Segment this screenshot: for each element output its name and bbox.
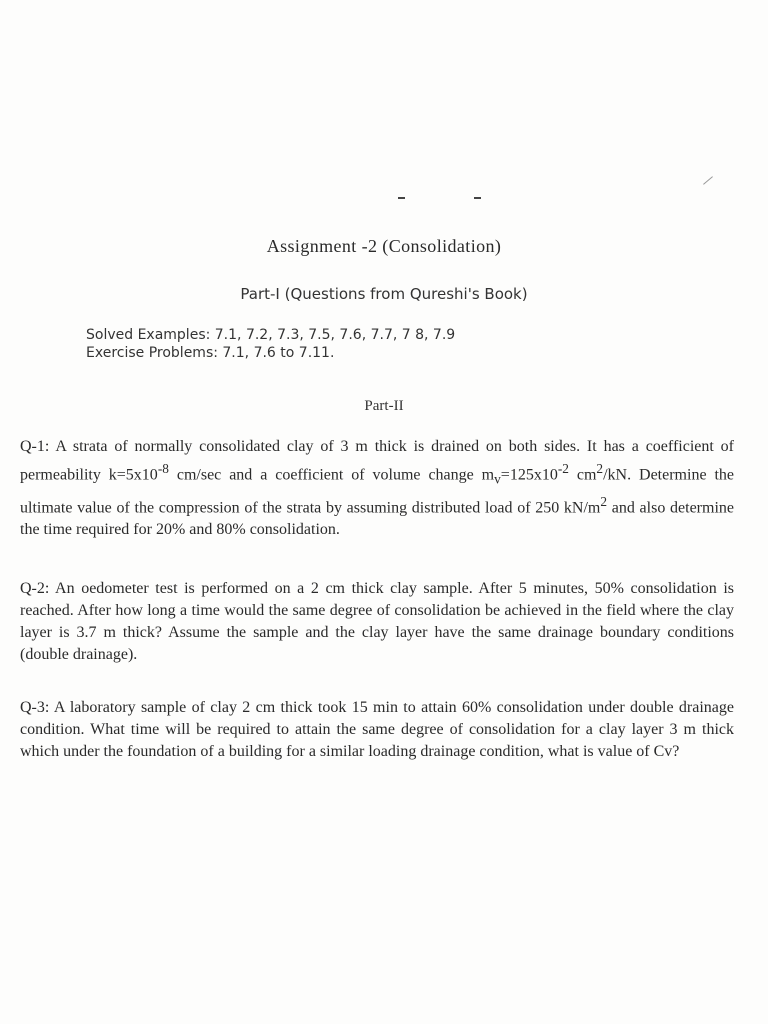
stray-marks <box>398 193 488 203</box>
exponent: 2 <box>600 493 608 509</box>
pen-tick-mark <box>703 176 713 184</box>
question-1 <box>20 436 734 541</box>
solved-examples-line: Solved Examples: 7.1, 7.2, 7.3, 7.5, 7.6, 7.7, 7 8, 7.9 <box>86 327 456 343</box>
exercise-problems-line: Exercise Problems: 7.1, 7.6 to 7.11. <box>86 345 335 361</box>
question-text: =125x10 <box>500 466 558 484</box>
question-text: An oedometer test is performed on a 2 cm thick clay sample. After 5 minutes, 50% consolidation is reached. After how long a time would the same degree of consolidation be achieved in the field where the clay layer is 3.7 m thick? Assume the sample and the clay layer have the same drainage boundary conditions (double drainage). <box>20 580 734 663</box>
exponent: -2 <box>557 461 569 476</box>
question-2 <box>20 578 734 666</box>
part-two-title: Part-II <box>364 398 404 414</box>
dash-mark-left <box>398 197 405 199</box>
question-text: cm/sec and a coefficient of volume change m <box>168 466 495 484</box>
exponent: 2 <box>596 461 604 476</box>
question-label: Q-1: <box>20 438 50 455</box>
exponent: -8 <box>157 461 169 476</box>
question-text: cm <box>568 466 597 484</box>
question-label: Q-3: <box>20 699 50 716</box>
question-text: A strata of normally consolidated clay of 3 m thick is drained on both sides. It has a coefficient of permeability k=5x10 <box>20 438 734 484</box>
part-one-title: Part-I (Questions from Qureshi's Book) <box>240 285 528 303</box>
dash-mark-right <box>474 197 481 199</box>
subscript: v <box>494 471 501 487</box>
question-text: /kN. Determine the ultimate value of the compression of the strata by assuming distributed load of 250 kN/m <box>20 466 735 516</box>
assignment-title: Assignment -2 (Consolidation) <box>266 236 502 256</box>
question-text: A laboratory sample of clay 2 cm thick took 15 min to attain 60% consolidation under double drainage condition. What time will be required to attain the same degree of consolidation for a clay layer 3 m thick which under the foundation of a building for a similar loading drainage condition, what is value of Cv? <box>20 699 735 760</box>
question-label: Q-2: <box>20 580 50 597</box>
book-references <box>86 326 455 362</box>
question-text: and also determine the time required for 20% and 80% consolidation. <box>20 498 734 538</box>
question-3 <box>20 697 734 763</box>
